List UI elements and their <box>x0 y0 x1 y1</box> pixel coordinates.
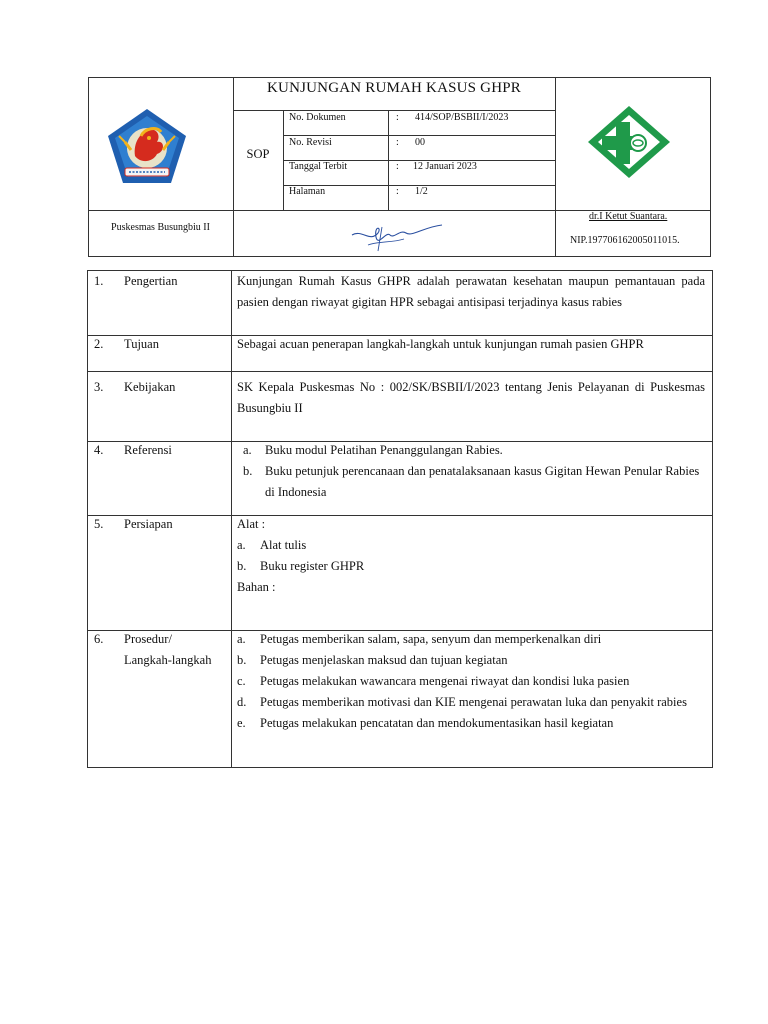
prosedur-list <box>237 629 707 734</box>
body-divider <box>231 270 232 768</box>
list-item: b. Petugas menjelaskan maksud dan tujuan kegiatan <box>237 653 508 667</box>
list-item: a. Petugas memberikan salam, sapa, senyum dan memperkenalkan diri <box>237 632 602 646</box>
field-value-tanggal-terbit: 12 Januari 2023 <box>413 161 477 172</box>
header-rule-title <box>233 110 555 111</box>
section-name-persiapan: Persiapan <box>124 517 173 531</box>
section-number: 1. <box>94 274 104 288</box>
field-sep: : <box>396 137 399 148</box>
field-value-no-revisi: 00 <box>415 137 425 148</box>
section-number: 5. <box>94 517 104 531</box>
section-name-referensi: Referensi <box>124 443 172 457</box>
section-name-kebijakan: Kebijakan <box>124 380 176 394</box>
tujuan-text: Sebagai acuan penerapan langkah-langkah untuk kunjungan rumah pasien GHPR <box>237 337 644 351</box>
section-number: 2. <box>94 337 104 351</box>
alat-label: Alat : <box>237 517 266 531</box>
row-rule-2 <box>87 371 713 372</box>
header-divider-2 <box>555 77 556 257</box>
field-sep: : <box>396 161 399 172</box>
field-label-no-dokumen: No. Dokumen <box>289 112 346 123</box>
bahan-label: Bahan : <box>237 580 276 594</box>
section-number: 6. <box>94 632 104 646</box>
field-value-halaman: 1/2 <box>415 186 428 197</box>
list-item: d. Petugas memberikan motivasi dan KIE mengenai perawatan luka dan penyakit rabies <box>237 695 687 709</box>
referensi-list <box>237 440 707 503</box>
list-item: b. Buku petunjuk perencanaan dan penatalaksanaan kasus Gigitan Hewan Penular Rabies di Indonesia <box>243 464 700 499</box>
provincial-emblem-icon <box>105 106 189 186</box>
list-item: a. Buku modul Pelatihan Penanggulangan Rabies. <box>243 443 503 457</box>
document-title: KUNJUNGAN RUMAH KASUS GHPR <box>267 80 521 96</box>
section-number: 3. <box>94 380 104 394</box>
list-item: c. Petugas melakukan wawancara mengenai riwayat dan kondisi luka pasien <box>237 674 630 688</box>
field-sep: : <box>396 112 399 123</box>
header-rule-row1 <box>283 135 555 136</box>
list-item: a. Alat tulis <box>237 538 307 552</box>
signature-icon <box>348 217 446 253</box>
section-name-prosedur: Prosedur/ <box>124 632 172 646</box>
header-divider-1 <box>233 77 234 257</box>
field-sep: : <box>396 186 399 197</box>
section-number: 4. <box>94 443 104 457</box>
signatory-nip: NIP.197706162005011015. <box>570 235 680 246</box>
field-value-no-dokumen: 414/SOP/BSBII/I/2023 <box>415 112 509 123</box>
list-item: e. Petugas melakukan pencatatan dan mendokumentasikan hasil kegiatan <box>237 716 614 730</box>
pengertian-text: Kunjungan Rumah Kasus GHPR adalah perawatan kesehatan maupun pemantauan pada pasien dengan riwayat gigitan HPR sebagai antisipasi terjadinya kasus rabies <box>237 274 705 309</box>
section-name-tujuan: Tujuan <box>124 337 159 351</box>
sop-label: SOP <box>246 147 270 161</box>
institution-name: Puskesmas Busungbiu II <box>111 222 210 233</box>
field-label-no-revisi: No. Revisi <box>289 137 332 148</box>
section-name-prosedur-line2: Langkah-langkah <box>124 653 212 667</box>
persiapan-content <box>237 514 707 598</box>
field-label-halaman: Halaman <box>289 186 326 197</box>
signatory-name: dr.I Ketut Suantara. <box>589 211 668 222</box>
kebijakan-text: SK Kepala Puskesmas No : 002/SK/BSBII/I/2023 tentang Jenis Pelayanan di Puskesmas Busungbiu II <box>237 380 705 415</box>
section-name-pengertian: Pengertian <box>124 274 178 288</box>
field-label-tanggal-terbit: Tanggal Terbit <box>289 161 348 172</box>
list-item: b. Buku register GHPR <box>237 559 365 573</box>
puskesmas-logo-icon <box>584 102 674 182</box>
